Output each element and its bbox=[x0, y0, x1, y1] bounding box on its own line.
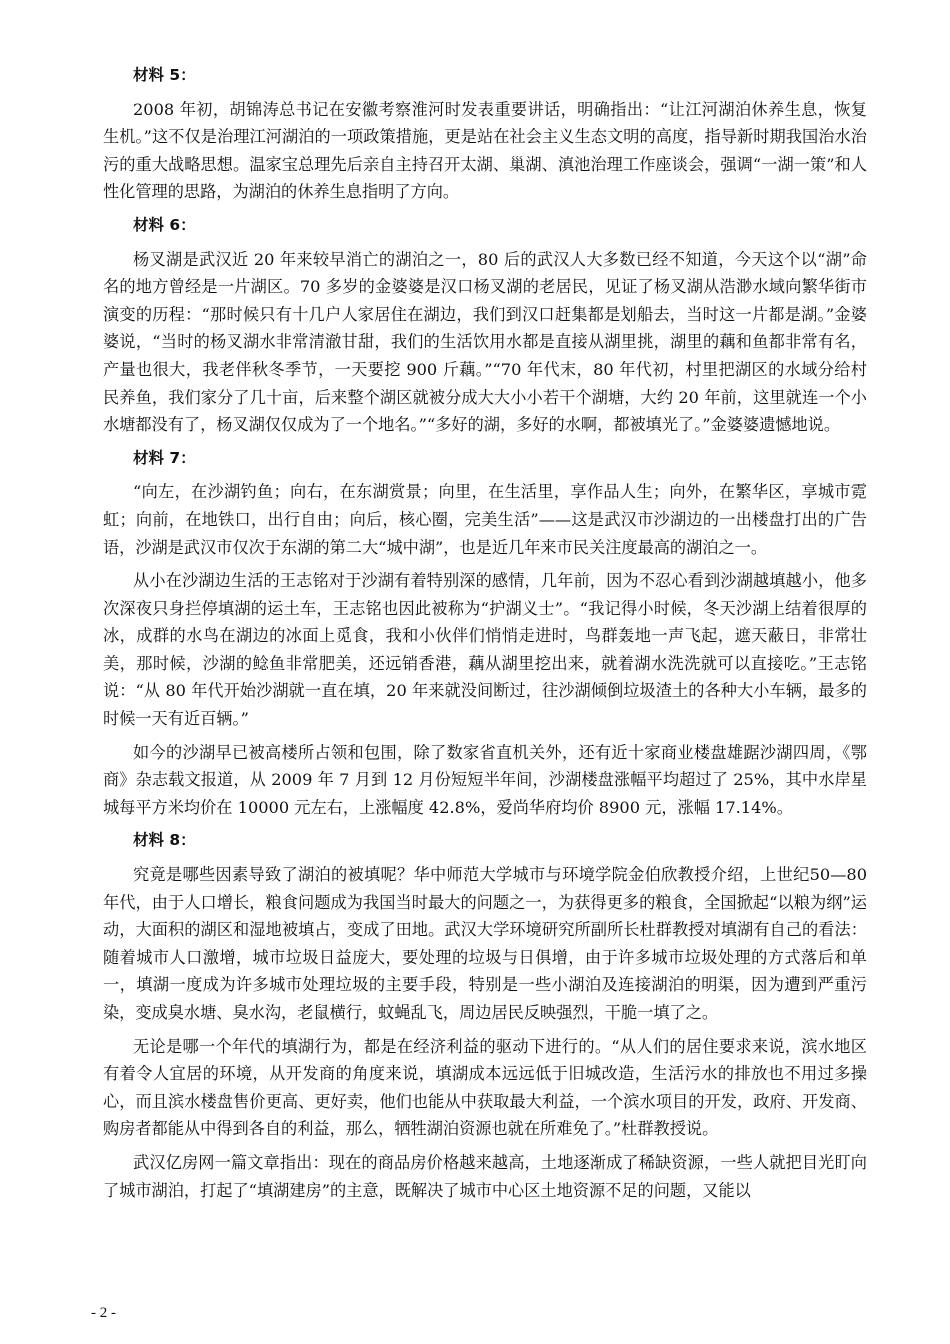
paragraph: 武汉亿房网一篇文章指出：现在的商品房价格越来越高，土地逐渐成了稀缺资源，一些人就把目光盯向了城市湖泊，打起了“填湖建房”的主意，既解决了城市中心区土地资源不足的问题，又能以 bbox=[103, 1152, 867, 1200]
paragraph: “向左，在沙湖钓鱼；向右，在东湖赏景；向里，在生活里，享作品人生；向外，在繁华区，享城市霓虹；向前，在地铁口，出行自由；向后，核心圈，完美生活”——这是武汉市沙湖边的一出楼盘打出的广告语，沙湖是武汉市仅次于东湖的第二大“城中湖”，也是近几年来市民关注度最高的湖泊之一。 bbox=[103, 482, 867, 557]
paragraph: 杨叉湖是武汉近 20 年来较早消亡的湖泊之一，80 后的武汉人大多数已经不知道，今天这个以“湖”命名的地方曾经是一片湖区。70 多岁的金婆婆是汉口杨叉湖的老居民，见证了杨叉湖从浩渺水域向繁华街市演变的历程：“那时候只有十几户人家居住在湖边，我们到汉口赶集都是划船去，当时这一片都是湖。”金婆婆说，“当时的杨叉湖水非常清澈甘甜，我们的生活饮用水都是直接从湖里挑，湖里的藕和鱼都非常有名，产量也很大，我老伴秋冬季节，一天要挖 900 斤藕。”“70 年代末，80 年代初，村里把湖区的水域分给村民养鱼，我们家分了几十亩，后来整个湖区就被分成大大小小若干个湖塘，大约 20 年前，这里就连一个小水塘都没有了，杨叉湖仅仅成为了一个地名。”“多好的湖，多好的水啊，都被填光了。”金婆婆遗憾地说。 bbox=[103, 249, 867, 435]
section-heading: 材料 6： bbox=[133, 215, 196, 234]
page-number: - 2 - bbox=[91, 1305, 116, 1321]
section-material-6 bbox=[103, 212, 867, 439]
paragraph: 无论是哪一个年代的填湖行为，都是在经济利益的驱动下进行的。“从人们的居住要求来说，滨水地区有着令人宜居的环境，从开发商的角度来说，填湖成本远远低于旧城改造，生活污水的排放也不用过多操心，而且滨水楼盘售价更高、更好卖，他们也能从中获取最大利益，一个滨水项目的开发，政府、开发商、购房者都能从中得到各自的利益，那么，牺牲湖泊资源也就在所难免了。”杜群教授说。 bbox=[103, 1036, 867, 1139]
paragraph: 究竟是哪些因素导致了湖泊的被填呢？华中师范大学城市与环境学院金伯欣教授介绍，上世纪50—80 年代，由于人口增长，粮食问题成为我国当时最大的问题之一，为获得更多的粮食，全国掀起“以粮为纲”运动，大面积的湖区和湿地被填占，变成了田地。武汉大学环境研究所副所长杜群教授对填湖有自己的看法：随着城市人口激增，城市垃圾日益庞大，要处理的垃圾与日俱增，由于许多城市垃圾处理的方式落后和单一，填湖一度成为许多城市处理垃圾的主要手段，特别是一些小湖泊及连接湖泊的明渠，因为遭到严重污染，变成臭水塘、臭水沟，老鼠横行，蚊蝇乱飞，周边居民反映强烈，干脆一填了之。 bbox=[103, 865, 867, 1022]
section-material-7 bbox=[103, 445, 867, 822]
section-material-8 bbox=[103, 827, 867, 1204]
section-heading: 材料 7： bbox=[133, 448, 196, 467]
section-heading: 材料 8： bbox=[133, 831, 196, 850]
paragraph: 从小在沙湖边生活的王志铭对于沙湖有着特别深的感情，几年前，因为不忍心看到沙湖越填越小，他多次深夜只身拦停填湖的运土车，王志铭也因此被称为“护湖义士”。“我记得小时候，冬天沙湖上结着很厚的冰，成群的水鸟在湖边的冰面上觅食，我和小伙伴们悄悄走进时，鸟群轰地一声飞起，遮天蔽日，非常壮美，那时候，沙湖的鲶鱼非常肥美，还远销香港，藕从湖里挖出来，就着湖水洗洗就可以直接吃。”王志铭说：“从 80 年代开始沙湖就一直在填，20 年来就没间断过，往沙湖倾倒垃圾渣土的各种大小车辆，最多的时候一天有近百辆。” bbox=[103, 571, 867, 729]
section-heading: 材料 5： bbox=[133, 66, 196, 84]
section-material-5 bbox=[103, 62, 867, 206]
paragraph: 2008 年初，胡锦涛总书记在安徽考察淮河时发表重要讲话，明确指出：“让江河湖泊休养生息，恢复生机。”这不仅是治理江河湖泊的一项政策措施，更是站在社会主义生态文明的高度，指导新时期我国治水治污的重大战略思想。温家宝总理先后亲自主持召开太湖、巢湖、滇池治理工作座谈会，强调“一湖一策”和人性化管理的思路，为湖泊的休养生息指明了方向。 bbox=[103, 99, 867, 202]
document-body bbox=[103, 62, 867, 1210]
paragraph: 如今的沙湖早已被高楼所占领和包围，除了数家省直机关外，还有近十家商业楼盘雄踞沙湖四周，《鄂商》杂志载文报道，从 2009 年 7 月到 12 月份短短半年间，沙湖楼盘涨幅平均超过了 25%，其中水岸星城每平方米均价在 10000 元左右，上涨幅度 42.8%，爱尚华府均价 8900 元，涨幅 17.14%。 bbox=[103, 742, 867, 817]
